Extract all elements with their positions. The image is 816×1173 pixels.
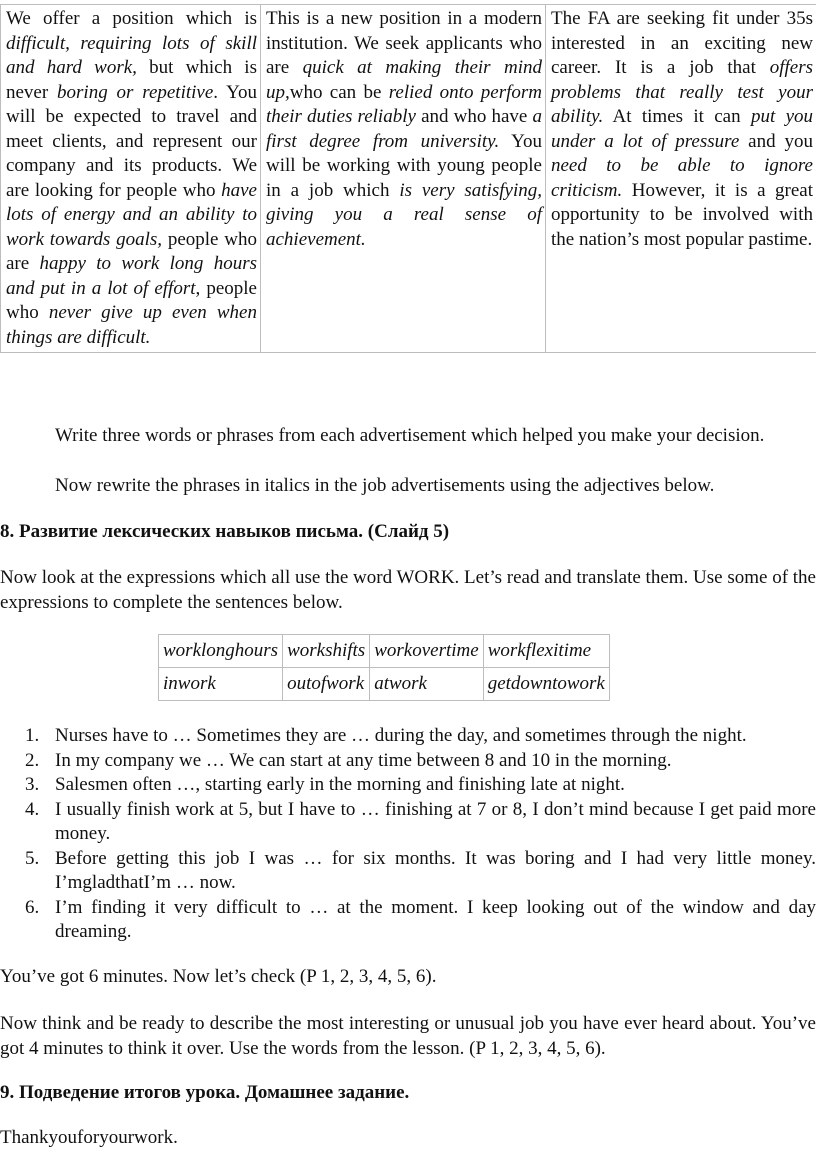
sentence-text: I’m finding it very difficult to … at the moment. I keep looking out of the window and day dreaming. — [55, 896, 816, 942]
check-instruction: You’ve got 6 minutes. Now let’s check (P 1, 2, 3, 4, 5, 6). — [0, 966, 437, 987]
task-instruction-1: Write three words or phrases from each advertisement which helped you make your decision. — [55, 425, 765, 446]
sentence-text: Salesmen often …, starting early in the morning and finishing late at night. — [55, 774, 625, 795]
closing-thanks: Thankyouforyourwork. — [0, 1127, 178, 1148]
list-item — [0, 798, 816, 847]
ad-text: However, it is a great opportunity to be involved with the nation’s most popular pastime. — [551, 179, 813, 250]
italic-phrase: happy to work long hours and put in a lot of effort — [6, 253, 257, 299]
list-item — [0, 749, 816, 774]
expression-cell: outofwork — [283, 668, 370, 701]
list-number: 4. — [25, 798, 40, 820]
expressions-row — [159, 668, 610, 701]
list-number: 5. — [25, 847, 40, 869]
ad-cell-3 — [546, 5, 816, 353]
ad-text: The FA are seeking fit under 35s interested in an exciting new career. It is a job that — [551, 8, 813, 78]
task-instruction-2: Now rewrite the phrases in italics in the job advertisements using the adjectives below. — [55, 475, 715, 496]
section-8-heading: 8. Развитие лексических навыков письма. (Слайд 5) — [0, 521, 450, 542]
think-instruction: Now think and be ready to describe the most interesting or unusual job you have ever heard about. You’ve got 4 minutes to think it over. Use the words from the lesson. (P 1, 2, 3, 4, 5, 6). — [0, 1013, 816, 1059]
ad-cell-1 — [1, 5, 261, 353]
expression-cell: atwork — [370, 668, 483, 701]
ad-text: and who have — [415, 106, 533, 127]
list-number: 1. — [25, 725, 40, 746]
sentence-list — [0, 724, 816, 945]
italic-phrase: never give up even when things are difficult. — [6, 302, 257, 348]
italic-phrase: have lots of energy and an ability to work towards goals, — [6, 179, 257, 250]
expression-cell: inwork — [159, 668, 283, 701]
ad-text: At times it can — [603, 106, 751, 127]
list-item — [0, 847, 816, 896]
italic-phrase: relied onto perform their duties reliably — [266, 81, 542, 127]
ad-text: but which is never — [6, 57, 257, 103]
ad-text: This is a new position in a modern institution. We seek applicants who are — [266, 8, 542, 78]
list-number: 3. — [25, 774, 40, 795]
ad-text: You will be working with young people in a job which — [266, 130, 542, 201]
italic-phrase: need to be able to ignore criticism. — [551, 155, 813, 201]
list-item — [0, 896, 816, 945]
ad-text: and you — [739, 130, 814, 152]
work-expressions-table — [158, 634, 610, 701]
ad-cell-2 — [261, 5, 546, 353]
italic-phrase: boring or repetitive — [57, 81, 214, 103]
italic-phrase: a first degree from university. — [266, 106, 542, 152]
ad-text: , people who — [6, 277, 257, 323]
expression-cell: getdowntowork — [483, 668, 609, 701]
job-ads-table — [0, 4, 816, 353]
work-expressions-intro: Now look at the expressions which all use the word WORK. Let’s read and translate them. Use some of the expressions to complete the sentences below. — [0, 567, 816, 613]
italic-phrase: difficult, requiring lots of skill and hard work, — [6, 32, 257, 78]
list-item — [0, 773, 816, 798]
ad-text: people who are — [6, 228, 257, 274]
ad-text: We offer a position which is — [6, 8, 257, 29]
list-item — [0, 724, 816, 749]
ad-text: . You will be expected to travel and meet clients, and represent our company and its products. We are looking for people who — [6, 81, 257, 201]
sentence-text: Before getting this job I was … for six months. It was boring and I had very little money. I’mgladthatI’m … now. — [55, 847, 816, 893]
expression-cell: worklonghours — [159, 635, 283, 668]
italic-phrase: is very satisfying, giving you a real sense of achievement. — [266, 179, 542, 250]
expression-cell: workshifts — [283, 635, 370, 668]
expression-cell: workovertime — [370, 635, 483, 668]
italic-phrase: quick at making their mind up, — [266, 57, 542, 103]
italic-phrase: put you under a lot of pressure — [551, 106, 813, 152]
expression-cell: workflexitime — [483, 635, 609, 668]
ad-text: who can be — [289, 81, 389, 103]
expressions-row — [159, 635, 610, 668]
section-9-heading: 9. Подведение итогов урока. Домашнее задание. — [0, 1082, 410, 1103]
italic-phrase: offers problems that really test your ability. — [551, 57, 813, 127]
sentence-text: I usually finish work at 5, but I have to … finishing at 7 or 8, I don’t mind because I get paid more money. — [55, 798, 816, 844]
list-number: 2. — [25, 749, 40, 771]
sentence-text: Nurses have to … Sometimes they are … during the day, and sometimes through the night. — [55, 725, 747, 746]
sentence-text: In my company we … We can start at any time between 8 and 10 in the morning. — [55, 749, 672, 771]
list-number: 6. — [25, 896, 40, 918]
